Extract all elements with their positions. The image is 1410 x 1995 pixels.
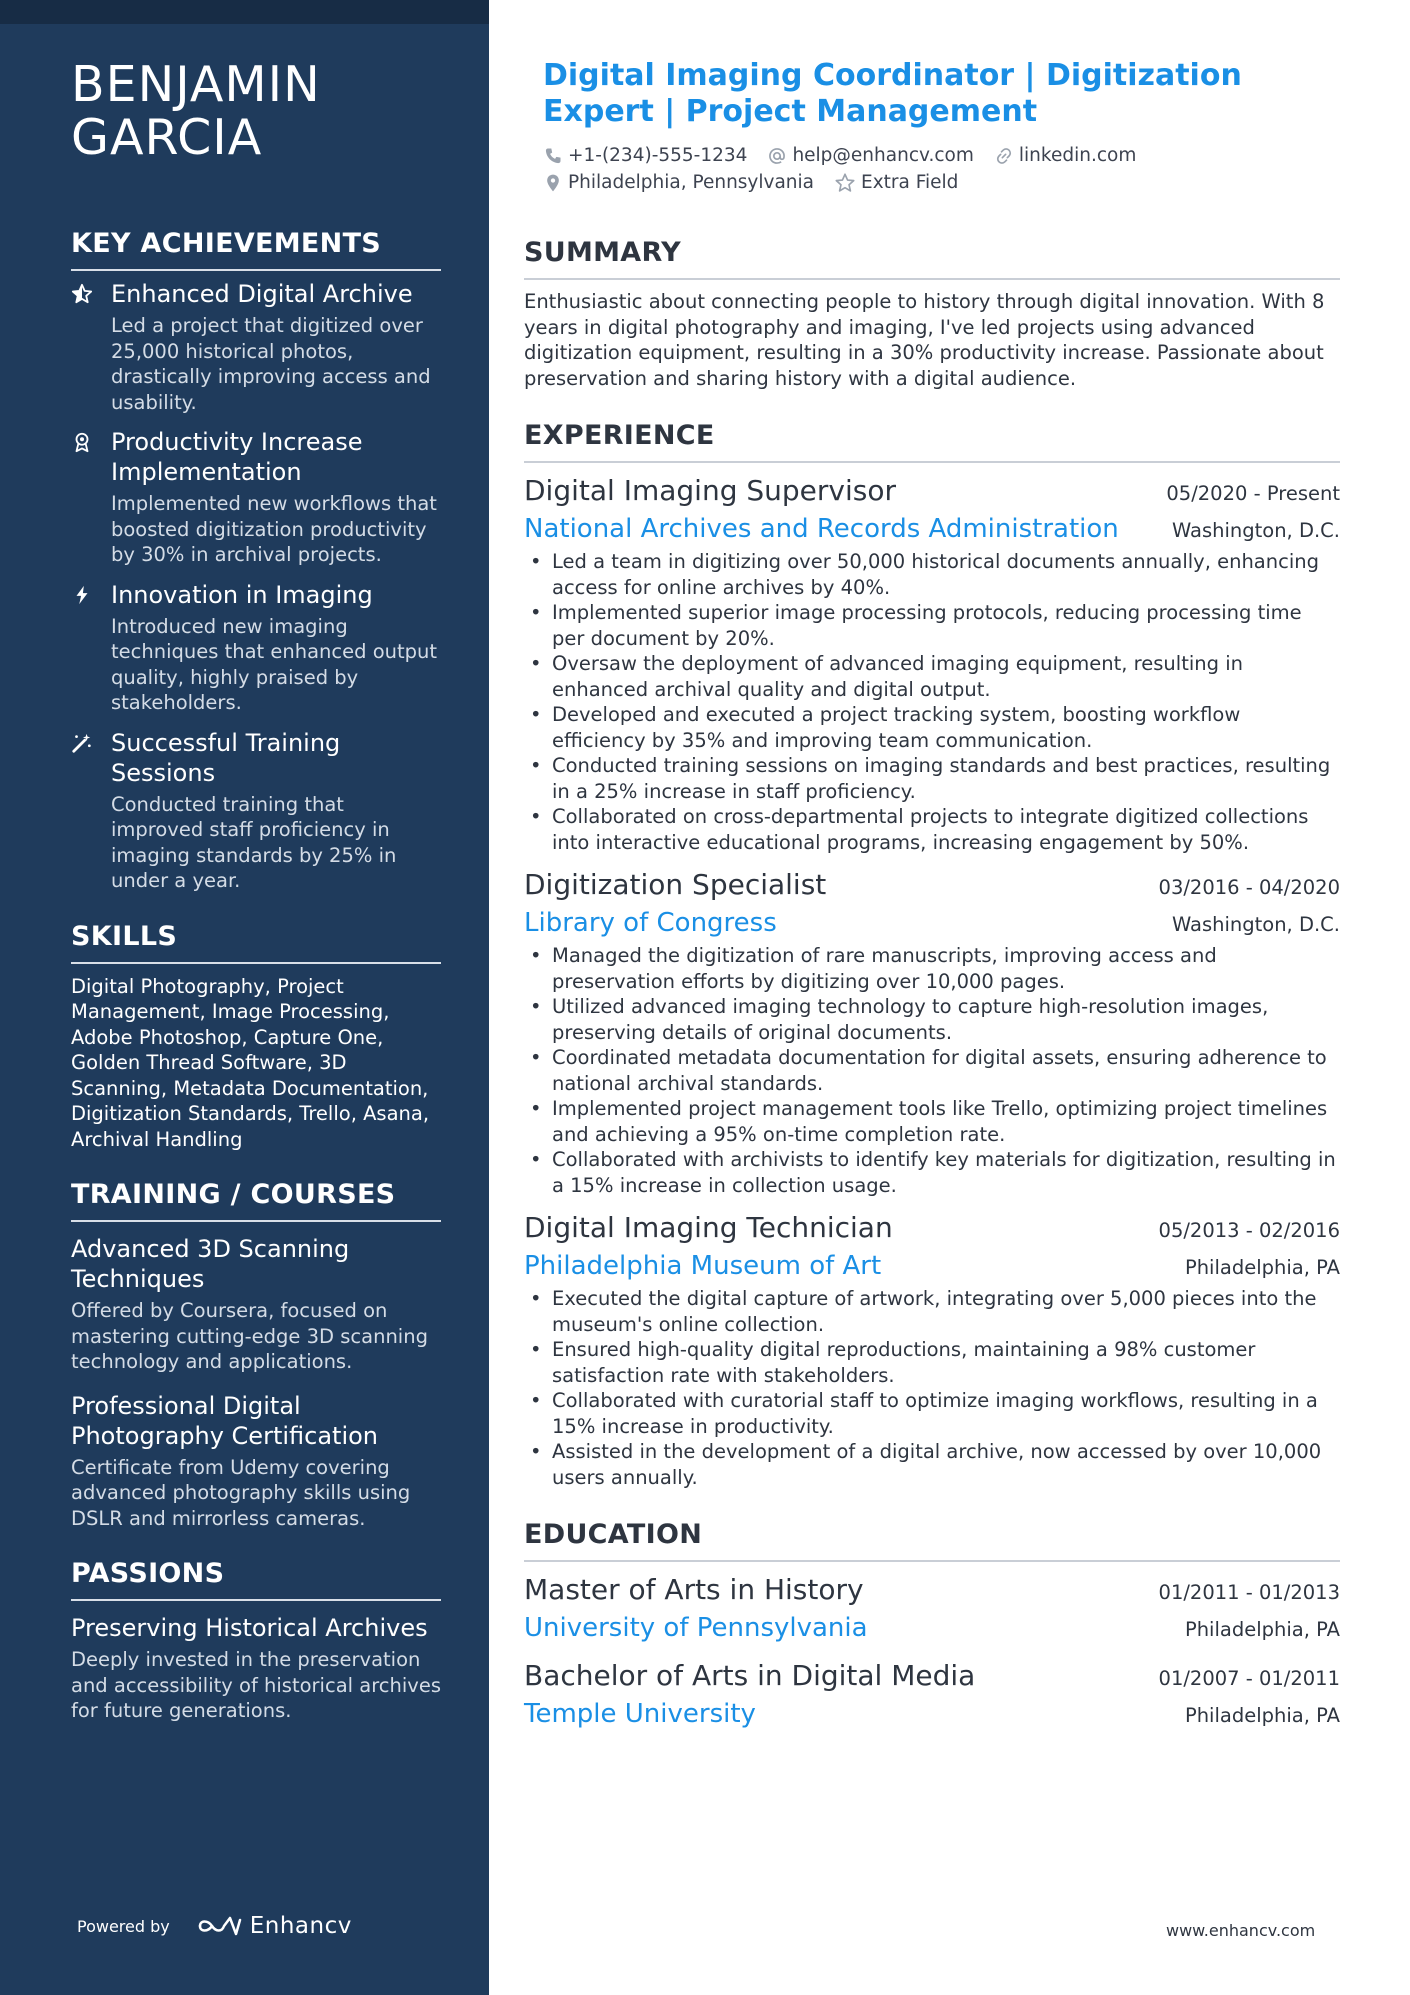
enhancv-logo-icon xyxy=(196,1914,242,1938)
education-location: Philadelphia, PA xyxy=(1184,1704,1340,1727)
footer-url[interactable]: www.enhancv.com xyxy=(1166,1921,1316,1940)
passion-item xyxy=(71,1613,441,1724)
course-item xyxy=(71,1234,441,1375)
achievement-item xyxy=(71,728,441,894)
at-sign-icon xyxy=(767,146,787,166)
enhancv-logo[interactable] xyxy=(196,1913,352,1939)
list-item: • Conducted training sessions on imaging standards and best practices, resulting in a 25% increase in staff proficiency. xyxy=(524,753,1340,804)
job-date: 05/2013 - 02/2016 xyxy=(1158,1219,1340,1242)
name-last: GARCIA xyxy=(71,109,263,166)
skills-section xyxy=(71,920,441,1153)
list-item: • Implemented superior image processing protocols, reducing processing time per document by 20%. xyxy=(524,600,1340,651)
passions-title: PASSIONS xyxy=(71,1557,441,1601)
contact-email[interactable] xyxy=(767,142,973,169)
job-title: Digital Imaging Supervisor xyxy=(524,474,896,507)
sidebar-content xyxy=(71,58,441,1724)
summary-title: SUMMARY xyxy=(524,236,1340,280)
education-header xyxy=(524,1658,1340,1694)
candidate-name xyxy=(71,58,441,164)
summary-text: Enthusiastic about connecting people to history through digital innovation. With 8 years in digital photography and imaging, I've led projects using advanced digitization equipment, resulting in a 30% productivity increase. Passionate about preservation and sharing history with a digital audience. xyxy=(524,290,1325,390)
list-item: • Oversaw the deployment of advanced imaging equipment, resulting in enhanced archival quality and digital output. xyxy=(524,651,1340,702)
course-description: Certificate from Udemy covering advanced photography skills using DSLR and mirrorless cameras. xyxy=(71,1455,411,1530)
job-title: Digital Imaging Technician xyxy=(524,1211,893,1244)
map-pin-icon xyxy=(543,173,563,193)
education-entry xyxy=(524,1658,1340,1730)
contact-phone[interactable] xyxy=(543,142,747,169)
achievement-item xyxy=(71,580,441,716)
phone-icon xyxy=(543,146,563,166)
education-header xyxy=(524,1572,1340,1608)
list-item: • Developed and executed a project tracking system, boosting workflow efficiency by 35% and improving team communication. xyxy=(524,702,1340,753)
job-location: Philadelphia, PA xyxy=(1184,1256,1340,1279)
course-title: Professional Digital Photography Certification xyxy=(71,1391,379,1450)
extra-text: Extra Field xyxy=(861,172,959,193)
star-icon xyxy=(834,172,856,194)
job-entry xyxy=(524,473,1340,855)
main-content xyxy=(524,58,1340,1730)
lightning-bolt-icon xyxy=(71,584,93,606)
degree: Master of Arts in History xyxy=(524,1573,864,1606)
school: Temple University xyxy=(524,1699,756,1729)
powered-by xyxy=(77,1913,352,1939)
job-title: Digitization Specialist xyxy=(524,868,827,901)
contact-link[interactable] xyxy=(994,142,1136,169)
job-date: 05/2020 - Present xyxy=(1166,482,1340,505)
job-company: National Archives and Records Administration xyxy=(524,514,1119,544)
achievement-item xyxy=(71,427,441,568)
list-item: • Collaborated with archivists to identify key materials for digitization, resulting in a 15% increase in collection usage. xyxy=(524,1147,1340,1198)
passion-description: Deeply invested in the preservation and accessibility of historical archives for future generations. xyxy=(71,1648,441,1722)
achievement-description: Implemented new workflows that boosted digitization productivity by 30% in archival projects. xyxy=(111,492,437,566)
phone-text: +1-(234)-555-1234 xyxy=(568,145,748,166)
education-title: EDUCATION xyxy=(524,1518,1340,1562)
job-header xyxy=(524,1210,1340,1246)
job-date: 03/2016 - 04/2020 xyxy=(1158,876,1340,899)
list-item: • Implemented project management tools like Trello, optimizing project timelines and achieving a 95% on-time completion rate. xyxy=(524,1096,1340,1147)
job-bullets xyxy=(524,1286,1340,1490)
list-item: • Ensured high-quality digital reproductions, maintaining a 98% customer satisfaction rate with stakeholders. xyxy=(524,1337,1340,1388)
job-entry xyxy=(524,1210,1340,1490)
list-item: • Managed the digitization of rare manuscripts, improving access and preservation efforts by digitizing over 10,000 pages. xyxy=(524,943,1340,994)
degree: Bachelor of Arts in Digital Media xyxy=(524,1659,976,1692)
job-subheader xyxy=(524,1250,1340,1282)
experience-title: EXPERIENCE xyxy=(524,419,1340,463)
contact-extra xyxy=(834,169,958,196)
skills-title: SKILLS xyxy=(71,920,441,964)
summary-section xyxy=(524,236,1340,391)
passions-section xyxy=(71,1557,441,1724)
job-entry xyxy=(524,867,1340,1198)
achievement-title: Productivity Increase Implementation xyxy=(111,428,363,486)
course-item xyxy=(71,1391,441,1532)
course-title: Advanced 3D Scanning Techniques xyxy=(71,1235,350,1293)
list-item: • Utilized advanced imaging technology to capture high-resolution images, preserving details of original documents. xyxy=(524,994,1340,1045)
education-subheader xyxy=(524,1698,1340,1730)
education-location: Philadelphia, PA xyxy=(1184,1618,1340,1641)
job-company: Library of Congress xyxy=(524,908,777,938)
powered-by-label: Powered by xyxy=(77,1916,170,1936)
training-section xyxy=(71,1178,441,1531)
achievement-description: Introduced new imaging techniques that enhanced output quality, highly praised by stakeholders. xyxy=(111,614,438,714)
job-header xyxy=(524,473,1340,509)
job-company: Philadelphia Museum of Art xyxy=(524,1251,882,1281)
job-location: Washington, D.C. xyxy=(1171,519,1340,542)
achievement-title: Innovation in Imaging xyxy=(111,580,373,609)
headline: Digital Imaging Coordinator | Digitization Expert | Project Management xyxy=(543,58,1242,129)
award-ribbon-icon xyxy=(71,431,93,453)
list-item: • Collaborated on cross-departmental projects to integrate digitized collections into interactive educational programs, increasing engagement by 50%. xyxy=(524,804,1340,855)
list-item: • Collaborated with curatorial staff to optimize imaging workflows, resulting in a 15% increase in productivity. xyxy=(524,1388,1340,1439)
achievement-description: Led a project that digitized over 25,000 historical photos, drastically improving access and usability. xyxy=(111,314,431,414)
list-item: • Assisted in the development of a digital archive, now accessed by over 10,000 users annually. xyxy=(524,1439,1340,1490)
job-bullets xyxy=(524,549,1340,855)
achievement-title: Successful Training Sessions xyxy=(111,728,341,787)
key-achievements-title: KEY ACHIEVEMENTS xyxy=(71,227,441,271)
sidebar xyxy=(0,0,489,1995)
job-header xyxy=(524,867,1340,903)
skills-list: Digital Photography, Project Management, Image Processing, Adobe Photoshop, Capture One, Golden Thread Software, 3D Scanning, Metadata Documentation, Digitization Standards, Trello, Asana, Archival Handling xyxy=(71,974,430,1151)
email-text: help@enhancv.com xyxy=(792,145,974,166)
link-icon xyxy=(994,146,1014,166)
training-title: TRAINING / COURSES xyxy=(71,1178,441,1222)
experience-section xyxy=(524,419,1340,1490)
contact-info xyxy=(543,142,1340,196)
course-description: Offered by Coursera, focused on mastering cutting-edge 3D scanning technology and applications. xyxy=(71,1299,428,1373)
contact-location xyxy=(543,169,814,196)
contact-row xyxy=(543,142,1340,169)
achievement-title: Enhanced Digital Archive xyxy=(111,280,413,308)
education-entry xyxy=(524,1572,1340,1644)
list-item: • Led a team in digitizing over 50,000 historical documents annually, enhancing access for online archives by 40%. xyxy=(524,549,1340,600)
magic-wand-icon xyxy=(71,732,93,754)
job-subheader xyxy=(524,907,1340,939)
education-date: 01/2007 - 01/2011 xyxy=(1158,1667,1340,1690)
education-date: 01/2011 - 01/2013 xyxy=(1158,1581,1340,1604)
list-item: • Coordinated metadata documentation for digital assets, ensuring adherence to national archival standards. xyxy=(524,1045,1340,1096)
education-subheader xyxy=(524,1612,1340,1644)
enhancv-wordmark: Enhancv xyxy=(249,1913,352,1939)
job-location: Washington, D.C. xyxy=(1171,913,1340,936)
job-bullets xyxy=(524,943,1340,1198)
sidebar-top-bar xyxy=(0,0,489,24)
school: University of Pennsylvania xyxy=(524,1613,868,1643)
link-text: linkedin.com xyxy=(1018,145,1137,166)
contact-row xyxy=(543,169,1340,196)
location-text: Philadelphia, Pennsylvania xyxy=(568,172,815,193)
star-half-icon xyxy=(71,283,93,305)
name-first: BENJAMIN xyxy=(71,56,321,113)
list-item: • Executed the digital capture of artwork, integrating over 5,000 pieces into the museum's online collection. xyxy=(524,1286,1340,1337)
key-achievements-section xyxy=(71,227,441,894)
education-section xyxy=(524,1518,1340,1730)
job-subheader xyxy=(524,513,1340,545)
achievement-item xyxy=(71,279,441,415)
achievement-description: Conducted training that improved staff proficiency in imaging standards by 25% in under a year. xyxy=(111,792,397,892)
passion-title: Preserving Historical Archives xyxy=(71,1614,428,1642)
